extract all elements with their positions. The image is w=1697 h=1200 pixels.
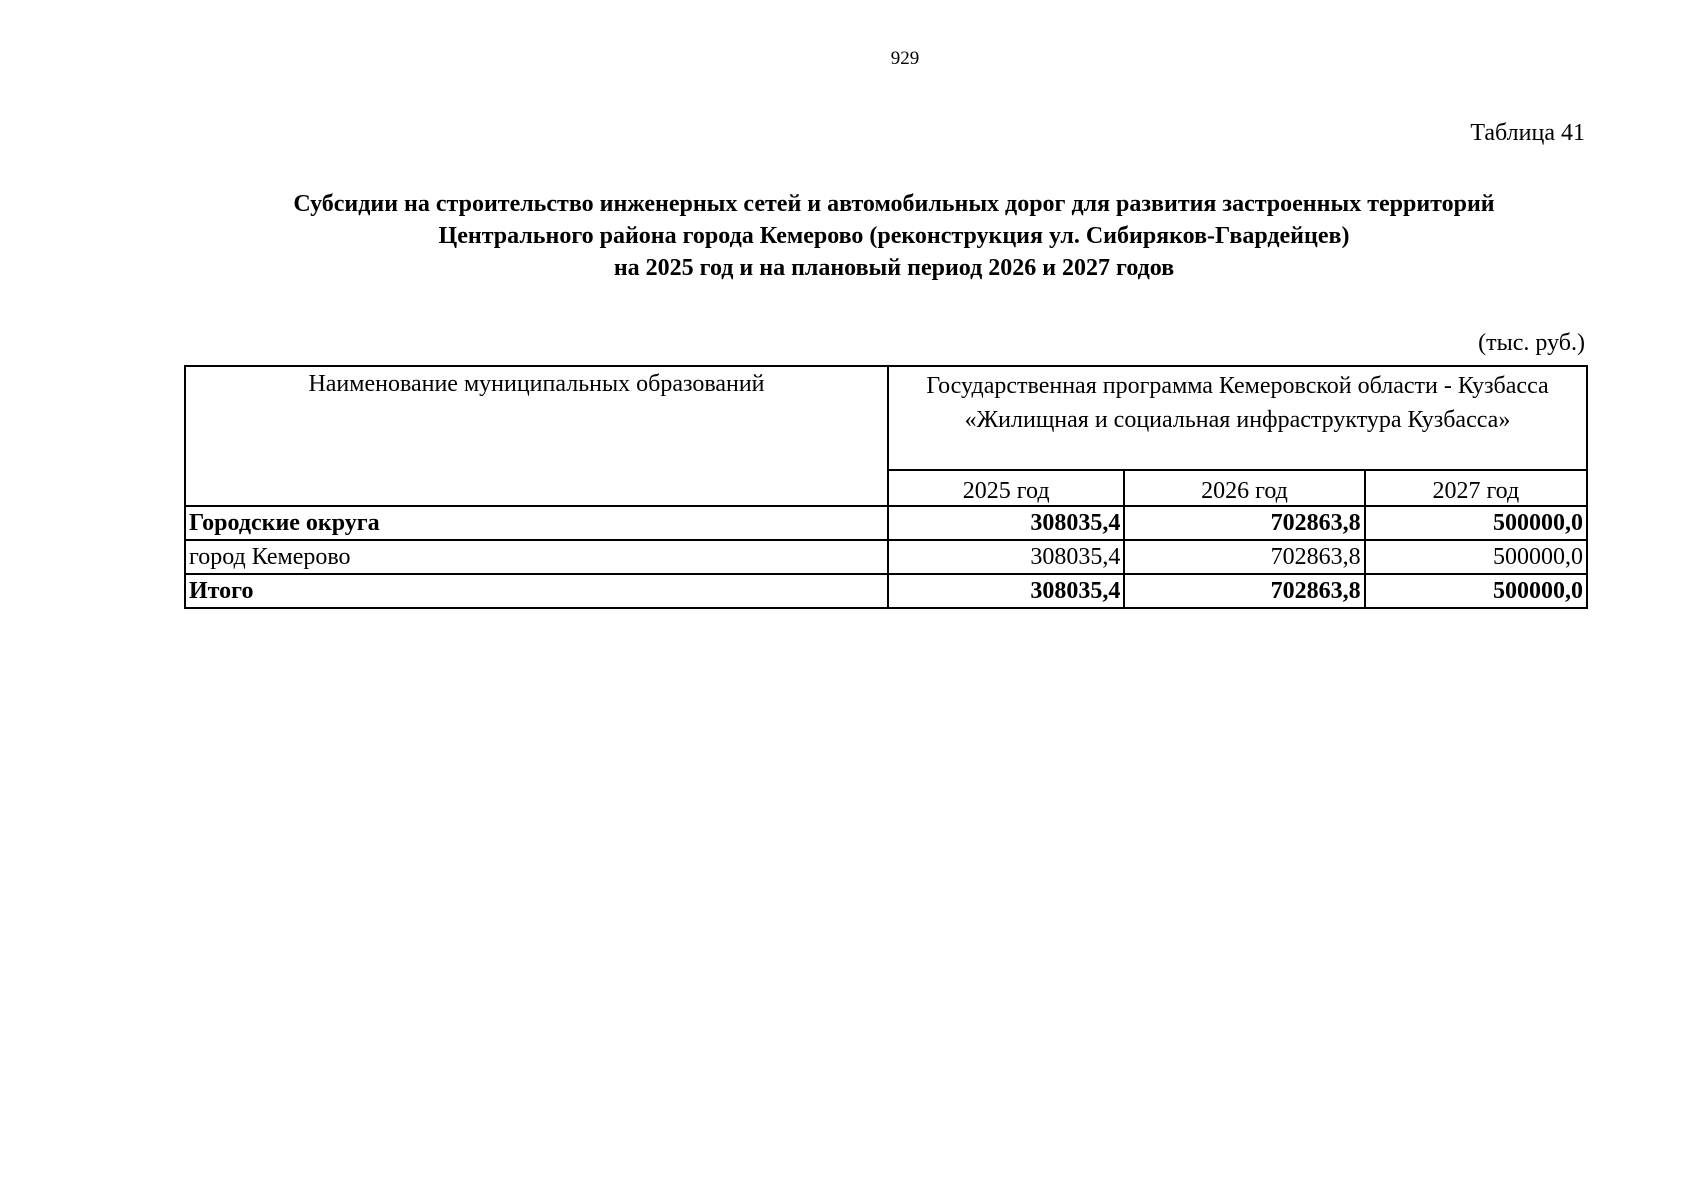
table-row-total	[185, 574, 1587, 608]
table-row-kemerovo	[185, 540, 1587, 574]
header-municipality-name: Наименование муниципальных образований	[185, 366, 888, 506]
value-2026: 702863,8	[1124, 540, 1364, 574]
table-label: Таблица 41	[1470, 120, 1585, 146]
header-year-2026: 2026 год	[1124, 470, 1364, 506]
subsidy-table	[184, 365, 1588, 609]
header-year-2027: 2027 год	[1365, 470, 1587, 506]
value-2026: 702863,8	[1124, 574, 1364, 608]
value-2025: 308035,4	[888, 540, 1124, 574]
units-label: (тыс. руб.)	[1478, 330, 1585, 356]
header-program-line-2: «Жилищная и социальная инфраструктура Кузбасса»	[964, 407, 1511, 433]
value-2025: 308035,4	[888, 574, 1124, 608]
value-2027: 500000,0	[1365, 574, 1587, 608]
value-2025: 308035,4	[888, 506, 1124, 540]
header-state-program	[888, 366, 1587, 470]
value-2026: 702863,8	[1124, 506, 1364, 540]
header-program-line-1: Государственная программа Кемеровской области - Кузбасса	[926, 373, 1549, 399]
row-name: город Кемерово	[185, 540, 888, 574]
title-line-1: Субсидии на строительство инженерных сетей и автомобильных дорог для развития застроенных территорий	[293, 191, 1495, 217]
title-line-3: на 2025 год и на плановый период 2026 и 2027 годов	[613, 255, 1175, 281]
header-year-2025: 2025 год	[888, 470, 1124, 506]
value-2027: 500000,0	[1365, 540, 1587, 574]
title-line-2: Центрального района города Кемерово (реконструкция ул. Сибиряков-Гвардейцев)	[438, 223, 1350, 249]
row-name: Итого	[185, 574, 888, 608]
document-title	[184, 188, 1604, 284]
page-number: 929	[890, 48, 920, 69]
value-2027: 500000,0	[1365, 506, 1587, 540]
table-row-urban-districts	[185, 506, 1587, 540]
row-name: Городские округа	[185, 506, 888, 540]
